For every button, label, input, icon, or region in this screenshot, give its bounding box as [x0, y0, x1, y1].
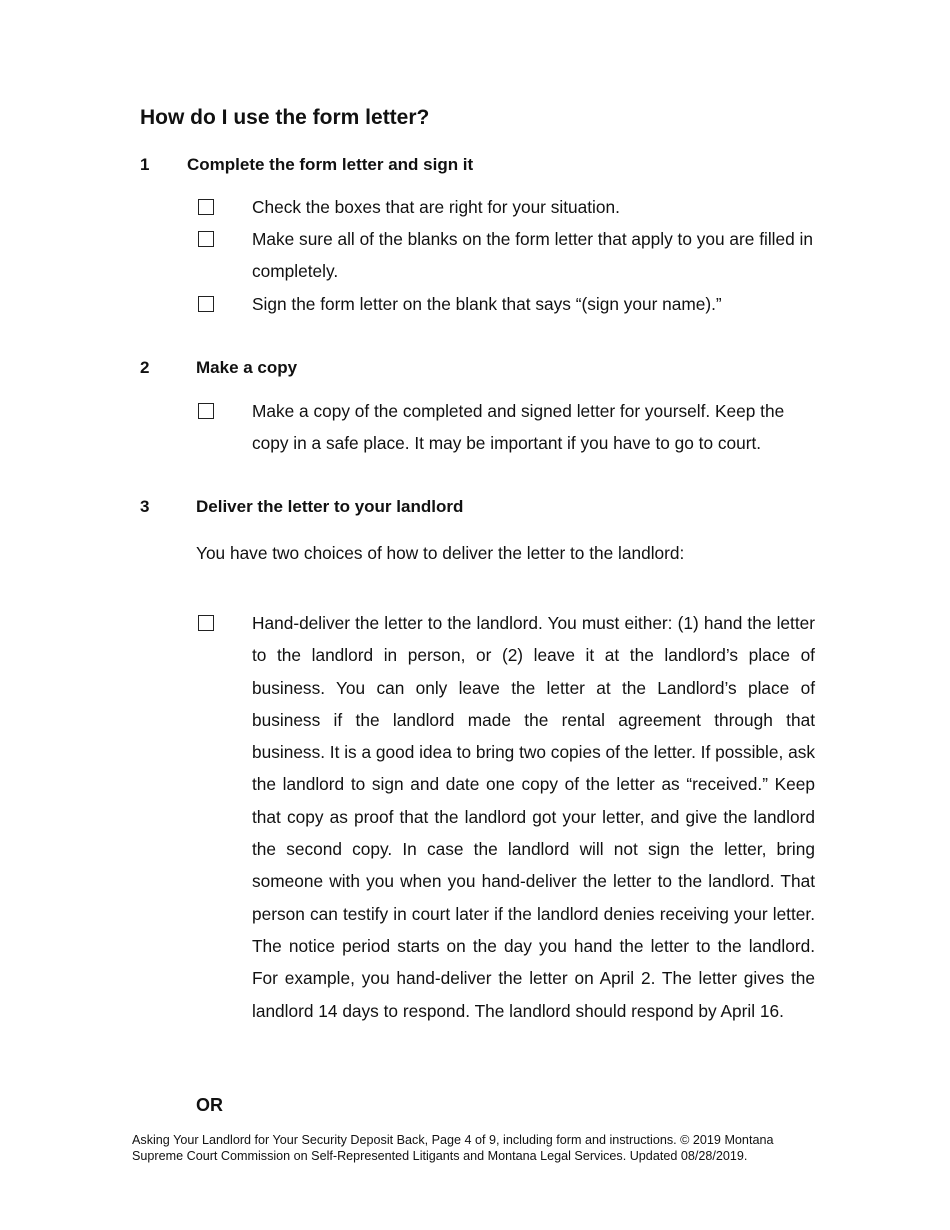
section-3-checkbox-1[interactable]	[198, 615, 214, 631]
or-label: OR	[196, 1095, 223, 1115]
section-3-intro: You have two choices of how to deliver the letter to the landlord:	[196, 543, 685, 563]
section-1-item-3-text: Sign the form letter on the blank that says “(sign your name).”	[252, 294, 722, 314]
section-3-title: Deliver the letter to your landlord	[196, 497, 464, 516]
section-2-checkbox-1[interactable]	[198, 403, 214, 419]
section-1-item-2-text: Make sure all of the blanks on the form letter that apply to you are filled in completely.	[252, 229, 813, 282]
section-2-title: Make a copy	[196, 358, 298, 377]
footer-line-1: Asking Your Landlord for Your Security Deposit Back, Page 4 of 9, including form and instructions. © 2019 Montana	[132, 1133, 774, 1147]
section-1-checkbox-1[interactable]	[198, 199, 214, 215]
section-1-checkbox-3[interactable]	[198, 296, 214, 312]
section-1-number: 1	[140, 155, 150, 174]
section-1-title: Complete the form letter and sign it	[187, 155, 474, 174]
page-footer	[132, 1132, 852, 1164]
page-heading: How do I use the form letter?	[140, 106, 430, 129]
section-2-number: 2	[140, 358, 150, 377]
section-1-checkbox-2[interactable]	[198, 231, 214, 247]
section-3-item-1-text: Hand-deliver the letter to the landlord. You must either: (1) hand the letter to the landlord in person, or (2) leave it at the landlord’s place of business. You can only leave the letter at the Landlord’s place of business if the landlord made the rental agreement through that business. It is a good idea to bring two copies of the letter. If possible, ask the landlord to sign and date one copy of the letter as “received.” Keep that copy as proof that the landlord got your letter, and give the landlord the second copy. In case the landlord will not sign the letter, bring someone with you when you hand-deliver the letter to the landlord. That person can testify in court later if the landlord denies receiving your letter. The notice period starts on the day you hand the letter to the landlord. For example, you hand-deliver the letter on April 2. The letter gives the landlord 14 days to respond. The landlord should respond by April 16.	[252, 613, 815, 1021]
footer-line-2: Supreme Court Commission on Self-Represented Litigants and Montana Legal Services. Updated 08/28/2019.	[132, 1149, 748, 1163]
section-2-item-1-text: Make a copy of the completed and signed letter for yourself. Keep the copy in a safe place. It may be important if you have to go to court.	[252, 401, 785, 454]
section-3-number: 3	[140, 497, 150, 516]
section-1-item-1-text: Check the boxes that are right for your situation.	[252, 197, 620, 217]
